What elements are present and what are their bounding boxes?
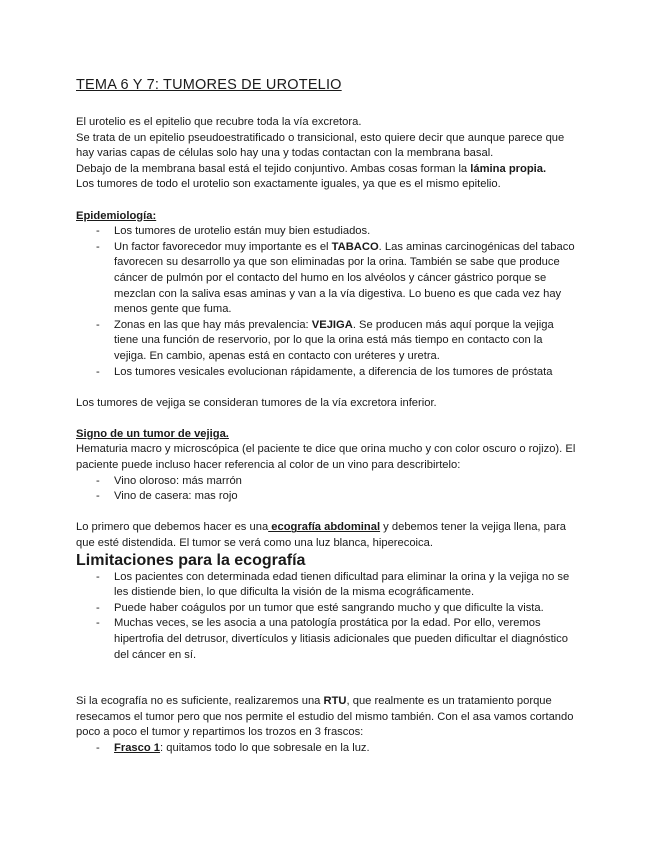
intro-line-1: El urotelio es el epitelio que recubre toda la vía excretora. bbox=[76, 116, 362, 128]
signo-heading: Signo de un tumor de vejiga. bbox=[76, 427, 229, 440]
list-item: - Puede haber coágulos por un tumor que esté sangrando mucho y que dificulte la vista. bbox=[76, 601, 576, 617]
list-item: - Los tumores vesicales evolucionan rápidamente, a diferencia de los tumores de próstata bbox=[76, 365, 576, 381]
epidemiologia-list bbox=[76, 224, 576, 380]
document-page bbox=[76, 77, 576, 757]
rtu-text: Si la ecografía no es suficiente, realizaremos una RTU, que realmente es un tratamiento porque resecamos el tumor pero que nos permite el estudio del mismo también. Con el asa vamos cortando poco a poco el tumor y repartimos los trozos en 3 frascos: bbox=[76, 695, 574, 739]
rtu-term: RTU bbox=[323, 695, 347, 708]
limitaciones-heading: Limitaciones para la ecografía bbox=[76, 551, 306, 569]
epidemiologia-heading: Epidemiología: bbox=[76, 209, 157, 222]
list-item: - Vino oloroso: más marrón bbox=[76, 474, 576, 490]
lamina-propia-term: lámina propia. bbox=[470, 162, 547, 175]
list-item: - Los tumores de urotelio están muy bien estudiados. bbox=[76, 224, 576, 240]
intro-line-4: Los tumores de todo el urotelio son exactamente iguales, ya que es el mismo epitelio. bbox=[76, 178, 501, 191]
list-item: - Frasco 1: quitamos todo lo que sobresale en la luz. bbox=[76, 741, 576, 757]
limitaciones-list bbox=[76, 570, 576, 664]
list-item: - Muchas veces, se les asocia a una patología prostática por la edad. Por ello, veremos hipertrofia del detrusor, divertículos y litiasis adicionales que pueden dificultar el diagnóstico del cáncer en sí. bbox=[76, 616, 576, 663]
signo-text: Hematuria macro y microscópica (el paciente te dice que orina mucho y con color oscuro o rojizo). El paciente puede incluso hacer referencia al color de un vino para describirtelo: bbox=[76, 443, 576, 472]
document-title: TEMA 6 Y 7: TUMORES DE UROTELIO bbox=[76, 77, 342, 93]
list-item: - Los pacientes con determinada edad tienen dificultad para eliminar la orina y la vejiga no se les distiende bien, lo que dificulta la visión de la misma ecográficamente. bbox=[76, 570, 576, 601]
list-item: - Vino de casera: mas rojo bbox=[76, 489, 576, 505]
signo-list bbox=[76, 474, 576, 505]
list-item: - Zonas en las que hay más prevalencia: VEJIGA. Se producen más aquí porque la vejiga tiene una función de reservorio, por lo que la orina está más tiempo en contacto con la vejiga. En cambio, apenas está en contacto con uréteres y uretra. bbox=[76, 318, 576, 365]
frascos-list bbox=[76, 741, 576, 757]
frasco-1-term: Frasco 1 bbox=[114, 741, 161, 754]
intro-line-3 bbox=[76, 162, 576, 178]
ecografia-abdominal-term: ecografía abdominal bbox=[268, 521, 381, 534]
list-item: - Un factor favorecedor muy importante es el TABACO. Las aminas carcinogénicas del tabaco favorecen su desarrollo ya que son eliminadas por la orina. También se sabe que produce cáncer de pulmón por el contacto del humo en los alvéolos y cáncer gástrico porque se mezclan con la saliva esas aminas y van a la vía digestiva. Lo bueno es que cada vez hay menos gente que fuma. bbox=[76, 240, 576, 318]
vejiga-term: VEJIGA bbox=[311, 318, 353, 331]
tabaco-term: TABACO bbox=[331, 240, 379, 253]
ecografia-text: Lo primero que debemos hacer es una ecografía abdominal y debemos tener la vejiga llena, para que esté distendida. El tumor se verá como una luz blanca, hiperecoica. bbox=[76, 521, 567, 550]
intro-line-2: Se trata de un epitelio pseudoestratificado o transicional, esto quiere decir que aunque parece que hay varias capas de células solo hay una y todas contactan con la membrana basal. bbox=[76, 131, 565, 160]
intro-line-3-text: Debajo de la membrana basal está el tejido conjuntivo. Ambas cosas forman la bbox=[76, 162, 471, 175]
via-inferior-text: Los tumores de vejiga se consideran tumores de la vía excretora inferior. bbox=[76, 396, 437, 409]
